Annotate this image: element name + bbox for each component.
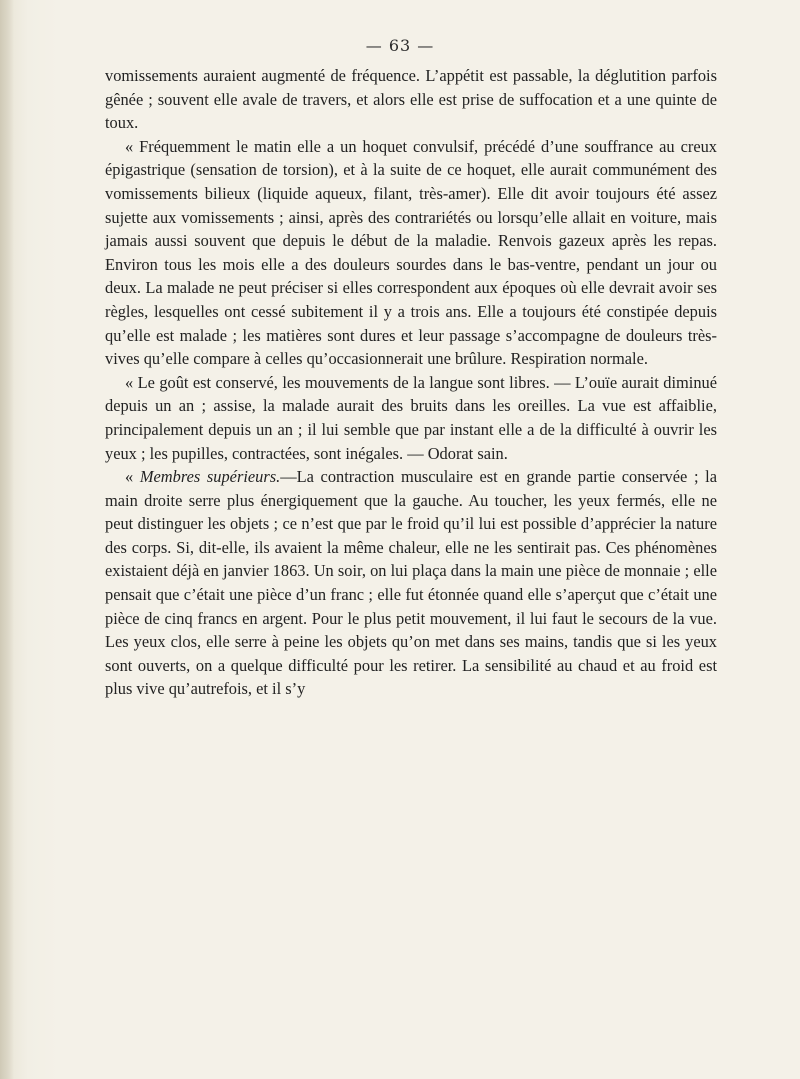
paragraph-4-lead: «	[125, 467, 140, 487]
page-number: — 63 —	[365, 36, 435, 55]
body-text	[105, 64, 717, 701]
paragraph-3: « Le goût est conservé, les mouvements de la langue sont libres. — L’ouïe aurait diminué depuis un an ; assise, la malade aurait des bruits dans les oreilles. La vue est affaiblie, principalement depuis un an ; il lui semble que par instant elle a de la difficulté à ouvrir les yeux ; les pupilles, contractées, sont inégales. — Odorat sain.	[105, 372, 717, 463]
paragraph-2: « Fréquemment le matin elle a un hoquet convulsif, précédé d’une souffrance au creux épigastrique (sensation de torsion), et à la suite de ce hoquet, elle aurait communément des vomissements bilieux (liquide aqueux, filant, très-amer). Elle dit avoir toujours été assez sujette aux vomissements ; ainsi, après des contrariétés ou lorsqu’elle allait en voiture, mais jamais aussi souvent que depuis le début de la maladie. Renvois gazeux après les repas. Environ tous les mois elle a des douleurs sourdes dans le bas-ventre, pendant un jour ou deux. La malade ne peut préciser si elles correspondent aux époques où elle devrait avoir ses règles, lesquelles ont cessé subitement il y a trois ans. Elle a toujours été constipée depuis qu’elle est malade ; les matières sont dures et leur passage s’accompagne de douleurs très-vives qu’elle compare à celles qu’occasionnerait une brûlure. Respiration normale.	[105, 136, 717, 369]
paragraph-4	[105, 465, 717, 701]
paragraph-1: vomissements auraient augmenté de fréquence. L’appétit est passable, la déglutition parfois gênée ; souvent elle avale de travers, et alors elle est prise de suffocation et a une quinte de toux.	[105, 66, 717, 133]
paragraph-4-text: —La contraction musculaire est en grande partie conservée ; la main droite serre plus énergiquement que la gauche. Au toucher, les yeux fermés, elle ne peut distinguer les objets ; ce n’est que par le froid qu’il lui est possible d’apprécier la nature des corps. Si, dit-elle, ils avaient la même chaleur, elle ne les sentirait pas. Ces phénomènes existaient déjà en janvier 1863. Un soir, on lui plaça dans la main une pièce de monnaie ; elle pensait que c’était une pièce d’un franc ; elle fut étonnée quand elle s’aperçut que c’était une pièce de cinq francs en argent. Pour le plus petit mouvement, il lui faut le secours de la vue. Les yeux clos, elle serre à peine les objets qu’on met dans ses mains, tandis que si les yeux sont ouverts, on a quelque difficulté pour les retirer. La sensibilité au chaud et au froid est plus vive qu’autrefois, et il s’y	[105, 467, 717, 699]
section-heading-membres-superieurs: Membres supérieurs.	[139, 467, 281, 487]
binding-shadow	[0, 0, 14, 1079]
